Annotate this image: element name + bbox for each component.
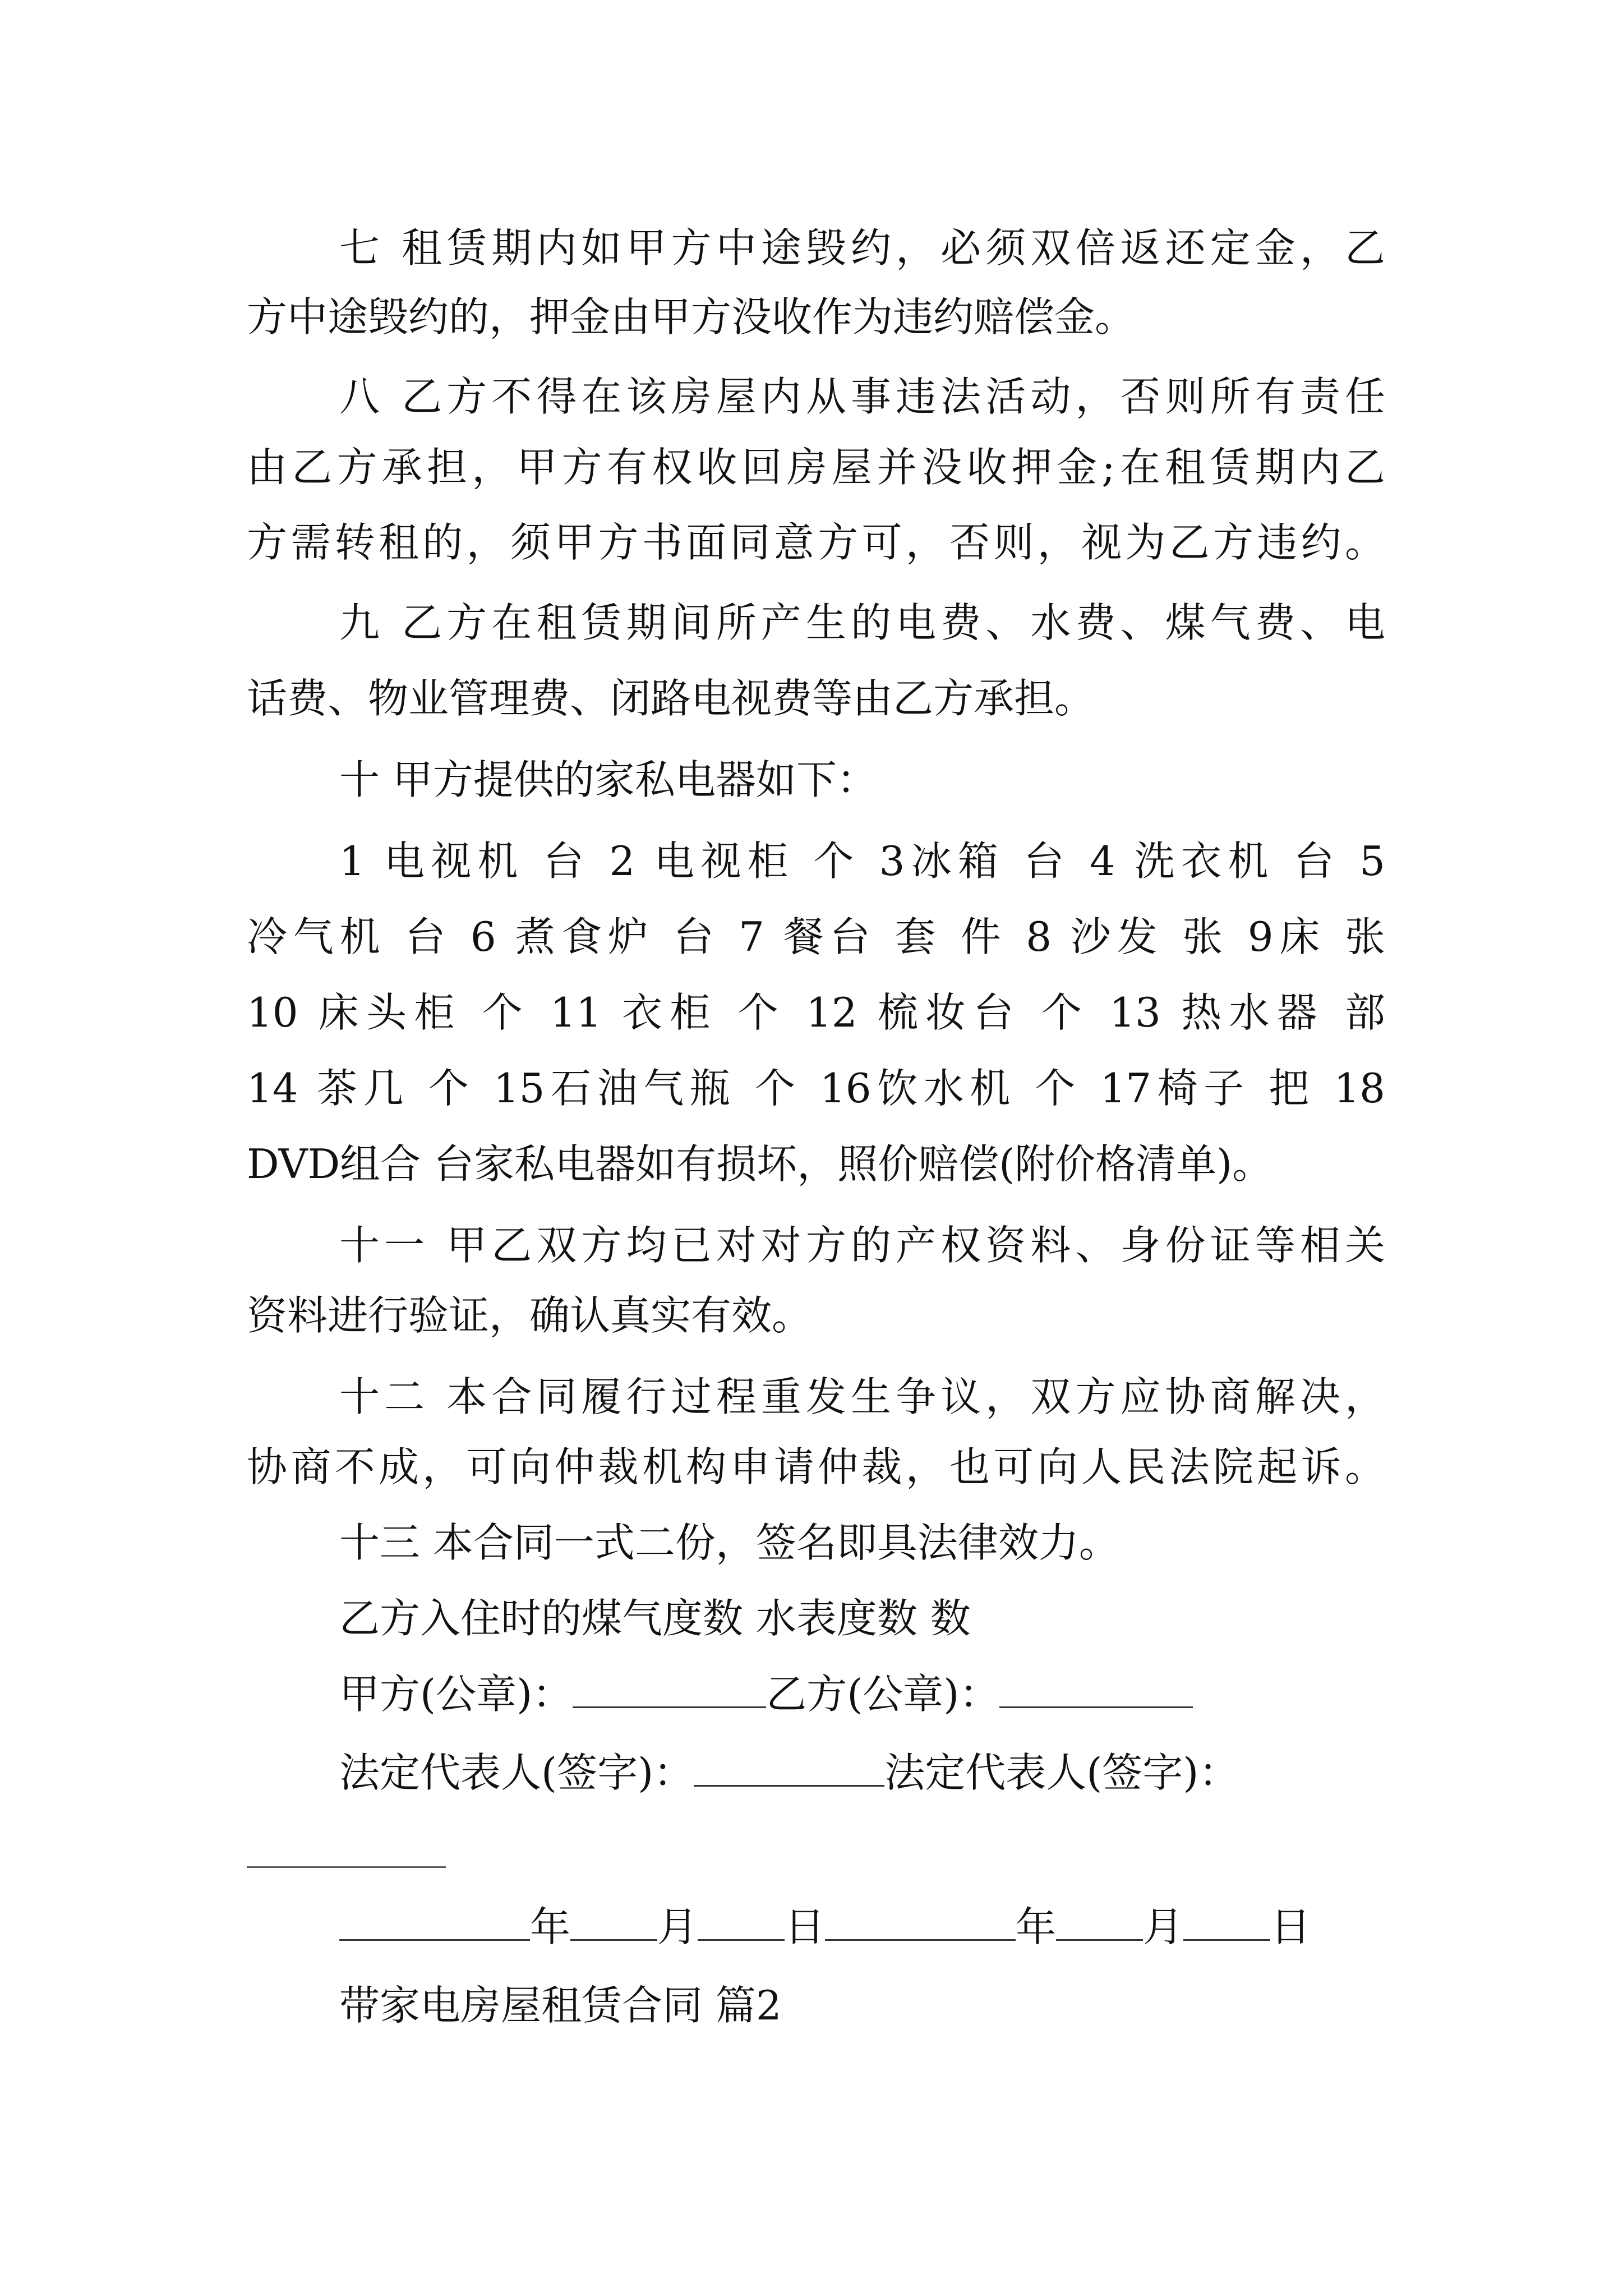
party-signature-line bbox=[339, 1660, 1193, 1728]
date-a-month-label: 月 bbox=[657, 1903, 698, 1950]
clause-7-line-2: 方中途毁约的，押金由甲方没收作为违约赔偿金。 bbox=[247, 293, 1136, 341]
next-section-title: 带家电房屋租赁合同 篇2 bbox=[339, 1982, 782, 2029]
clause-10-heading: 十 甲方提供的家私电器如下： bbox=[339, 756, 877, 803]
clause-11-line-1: 十一 甲乙双方均已对对方的产权资料、身份证等相关 bbox=[339, 1222, 1385, 1269]
clause-13: 十三 本合同一式二份，签名即具法律效力。 bbox=[339, 1519, 1119, 1566]
appliance-list-line-1: 1 电视机 台 2 电视柜 个 3冰箱 台 4 洗衣机 台 5 bbox=[339, 838, 1385, 885]
date-a-month-blank[interactable] bbox=[570, 1895, 657, 1941]
date-a-day-label: 日 bbox=[785, 1903, 826, 1950]
date-line bbox=[339, 1893, 1311, 1961]
clause-8-line-1: 八 乙方不得在该房屋内从事违法活动，否则所有责任 bbox=[339, 373, 1385, 420]
date-b-year-label: 年 bbox=[1016, 1903, 1057, 1950]
clause-12-line-2: 协商不成，可向仲裁机构申请仲裁，也可向人民法院起诉。 bbox=[247, 1443, 1385, 1490]
date-a-year-blank[interactable] bbox=[339, 1895, 530, 1941]
appliance-list-line-3: 10 床头柜 个 11 衣柜 个 12 梳妆台 个 13 热水器 部 bbox=[247, 989, 1385, 1036]
party-b-seal-blank[interactable] bbox=[999, 1663, 1193, 1708]
date-b-year-blank[interactable] bbox=[825, 1895, 1016, 1941]
clause-7-line-1: 七 租赁期内如甲方中途毁约，必须双倍返还定金，乙 bbox=[339, 224, 1385, 272]
clause-12-line-1: 十二 本合同履行过程重发生争议，双方应协商解决， bbox=[339, 1373, 1385, 1420]
meter-readings-line: 乙方入住时的煤气度数 水表度数 数 bbox=[339, 1595, 971, 1642]
date-b-day-blank[interactable] bbox=[1183, 1895, 1270, 1941]
clause-9-line-2: 话费、物业管理费、闭路电视费等由乙方承担。 bbox=[247, 675, 1095, 722]
date-b-month-label: 月 bbox=[1143, 1903, 1184, 1950]
representative-signature-line bbox=[339, 1739, 1239, 1806]
rep-a-label: 法定代表人(签字)： bbox=[339, 1749, 694, 1796]
rep-b-label: 法定代表人(签字)： bbox=[884, 1749, 1239, 1796]
party-a-seal-label: 甲方(公章)： bbox=[339, 1671, 573, 1718]
clause-8-line-2: 由乙方承担，甲方有权收回房屋并没收押金;在租赁期内乙 bbox=[247, 444, 1385, 491]
party-a-seal-blank[interactable] bbox=[573, 1663, 766, 1708]
appliance-list-line-4: 14 茶几 个 15石油气瓶 个 16饮水机 个 17椅子 把 18 bbox=[247, 1065, 1385, 1112]
appliance-list-line-2: 冷气机 台 6 煮食炉 台 7 餐台 套 件 8 沙发 张 9床 张 bbox=[247, 913, 1385, 960]
clause-9-line-1: 九 乙方在租赁期间所产生的电费、水费、煤气费、电 bbox=[339, 599, 1385, 646]
date-b-month-blank[interactable] bbox=[1056, 1895, 1143, 1941]
clause-11-line-2: 资料进行验证，确认真实有效。 bbox=[247, 1292, 813, 1339]
date-a-year-label: 年 bbox=[530, 1903, 571, 1950]
date-b-day-label: 日 bbox=[1270, 1903, 1311, 1950]
appliance-list-line-5: DVD组合 台家私电器如有损坏，照价赔偿(附价格清单)。 bbox=[247, 1140, 1273, 1188]
rep-a-blank[interactable] bbox=[694, 1741, 884, 1787]
date-a-day-blank[interactable] bbox=[698, 1895, 785, 1941]
clause-8-line-3: 方需转租的，须甲方书面同意方可，否则，视为乙方违约。 bbox=[247, 519, 1385, 566]
party-b-seal-label: 乙方(公章)： bbox=[766, 1671, 1000, 1718]
wrapped-signature-blank[interactable] bbox=[247, 1866, 446, 1868]
